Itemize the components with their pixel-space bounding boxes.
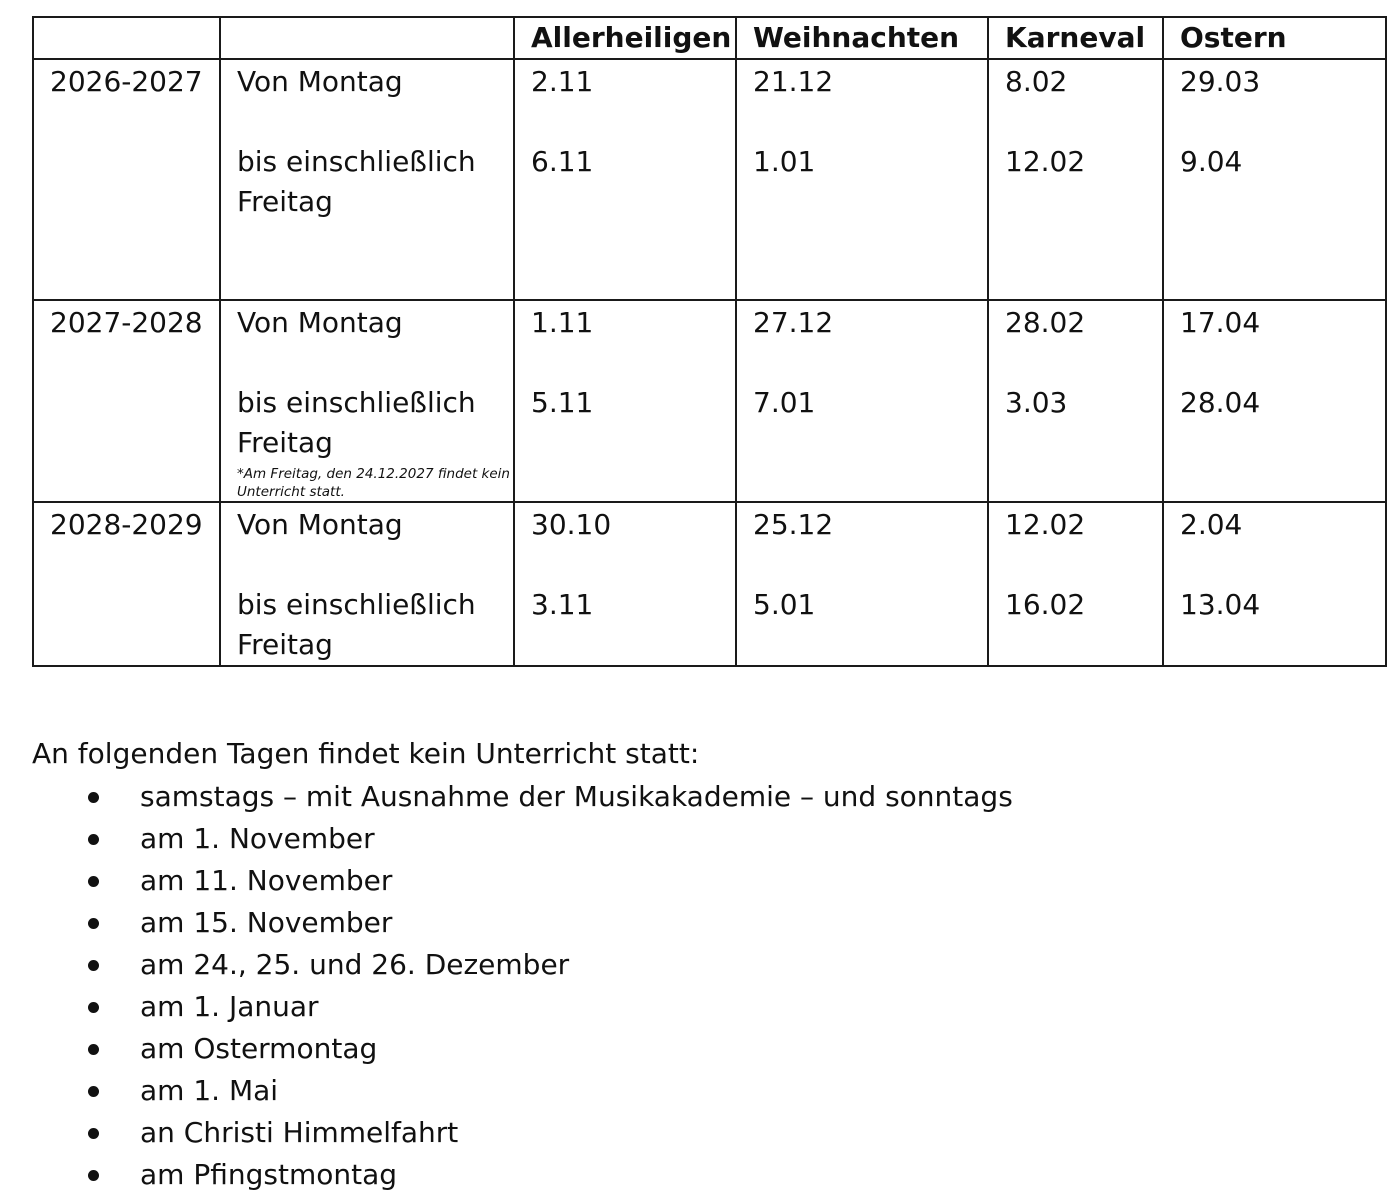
footnote: *Am Freitag, den 24.12.2027 findet kein Unterricht statt. [237,466,510,500]
list-item-text: am 11. November [140,864,393,897]
year-cell: 2028-2029 [33,502,220,666]
from-date: 17.04 [1180,306,1261,339]
year-cell: 2026-2027 [33,59,220,300]
to-label-day: Freitag [237,628,333,661]
list-item-text: am 1. Mai [140,1074,279,1107]
ostern-cell [1163,502,1386,666]
allerheiligen-cell [514,502,736,666]
holiday-table-container [32,16,1387,667]
header-weihnachten: Weihnachten [736,17,988,59]
label-cell [220,502,514,666]
to-date: 5.11 [531,386,594,419]
list-item [0,1028,1013,1070]
list-item [0,944,1013,986]
list-item [0,860,1013,902]
from-label: Von Montag [237,65,403,98]
weihnachten-cell [736,300,988,502]
bullet-icon [88,834,99,845]
list-item [0,776,1013,818]
header-allerheiligen: Allerheiligen [514,17,736,59]
bullet-icon [88,1002,99,1013]
from-date: 2.04 [1180,508,1243,541]
to-label-day: Freitag [237,426,333,459]
karneval-cell [988,300,1163,502]
from-date: 25.12 [753,508,834,541]
to-date: 3.03 [1005,386,1068,419]
list-item [0,1070,1013,1112]
bullet-icon [88,792,99,803]
table-row [33,59,1386,300]
label-cell [220,300,514,502]
karneval-cell [988,502,1163,666]
to-date: 16.02 [1005,588,1086,621]
to-date: 7.01 [753,386,816,419]
from-date: 28.02 [1005,306,1086,339]
from-date: 27.12 [753,306,834,339]
list-item-text: am 1. Januar [140,990,319,1023]
list-item-text: am 1. November [140,822,375,855]
year-cell: 2027-2028 [33,300,220,502]
header-label [220,17,514,59]
to-label-day: Freitag [237,185,333,218]
from-date: 21.12 [753,65,834,98]
from-date: 30.10 [531,508,612,541]
from-date: 8.02 [1005,65,1068,98]
header-year [33,17,220,59]
list-item [0,818,1013,860]
no-class-intro: An folgenden Tagen findet kein Unterricht statt: [32,737,700,770]
list-item-text: am Ostermontag [140,1032,378,1065]
bullet-icon [88,1170,99,1181]
to-label: bis einschließlich [237,588,476,621]
from-label: Von Montag [237,306,403,339]
to-date: 5.01 [753,588,816,621]
weihnachten-cell [736,502,988,666]
header-karneval: Karneval [988,17,1163,59]
from-date: 1.11 [531,306,594,339]
to-date: 9.04 [1180,145,1243,178]
karneval-cell [988,59,1163,300]
list-item [0,986,1013,1028]
table-row [33,502,1386,666]
from-date: 12.02 [1005,508,1086,541]
to-date: 3.11 [531,588,594,621]
holiday-table [32,16,1387,667]
allerheiligen-cell [514,59,736,300]
ostern-cell [1163,59,1386,300]
list-item [0,902,1013,944]
allerheiligen-cell [514,300,736,502]
from-label: Von Montag [237,508,403,541]
list-item-text: am 15. November [140,906,393,939]
from-date: 29.03 [1180,65,1261,98]
bullet-icon [88,1044,99,1055]
bullet-icon [88,960,99,971]
bullet-icon [88,1128,99,1139]
list-item-text: am 24., 25. und 26. Dezember [140,948,570,981]
no-class-days-list [0,776,1013,1196]
to-label: bis einschließlich [237,386,476,419]
list-item-text: samstags – mit Ausnahme der Musikakademie – und sonntags [140,780,1013,813]
to-date: 13.04 [1180,588,1261,621]
bullet-icon [88,1086,99,1097]
header-ostern: Ostern [1163,17,1386,59]
list-item-text: an Christi Himmelfahrt [140,1116,459,1149]
to-date: 6.11 [531,145,594,178]
to-date: 1.01 [753,145,816,178]
label-cell [220,59,514,300]
bullet-icon [88,918,99,929]
table-row [33,300,1386,502]
list-item [0,1112,1013,1154]
bullet-icon [88,876,99,887]
to-label: bis einschließlich [237,145,476,178]
table-header-row [33,17,1386,59]
weihnachten-cell [736,59,988,300]
ostern-cell [1163,300,1386,502]
to-date: 12.02 [1005,145,1086,178]
list-item-text: am Pfingstmontag [140,1158,398,1191]
to-date: 28.04 [1180,386,1261,419]
list-item [0,1154,1013,1196]
from-date: 2.11 [531,65,594,98]
